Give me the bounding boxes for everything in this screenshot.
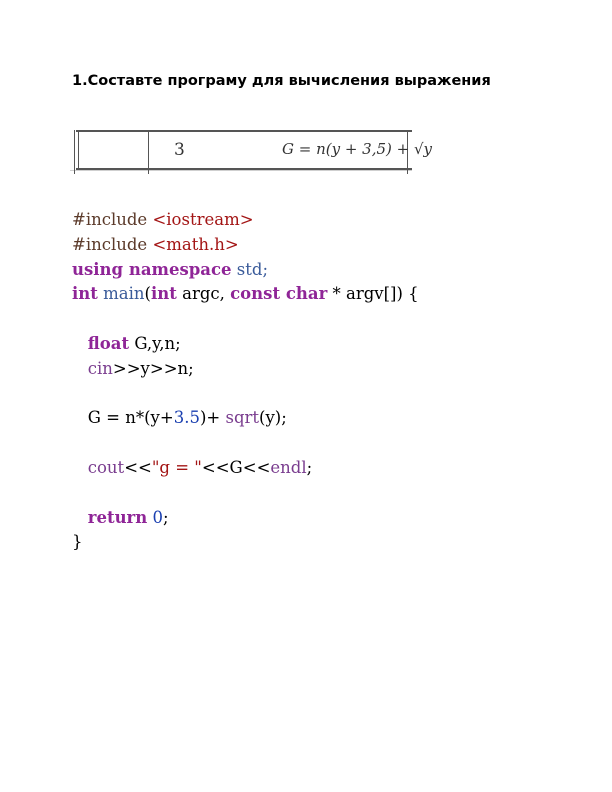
keyword: return <box>87 507 148 527</box>
code-line <box>72 233 419 258</box>
task-heading: 1.Составте програму для вычисления выражения <box>72 73 491 89</box>
table-left-inner-border <box>78 130 79 170</box>
stream-identifier: endl <box>270 457 307 477</box>
code-text: G,y,n; <box>129 333 181 353</box>
code-text: ( <box>144 284 151 304</box>
namespace-name: std; <box>231 259 269 279</box>
function-name: main <box>97 284 145 304</box>
function-name: sqrt <box>225 408 260 428</box>
numeric-literal: 0 <box>152 507 163 527</box>
table-top-border <box>76 130 412 132</box>
code-line <box>72 357 419 382</box>
code-line <box>72 406 419 431</box>
closing-brace: } <box>72 532 83 552</box>
numeric-literal: 3.5 <box>173 408 200 428</box>
code-text: << <box>124 457 152 477</box>
keyword: int <box>72 284 98 304</box>
header-name: <math.h> <box>152 234 239 254</box>
header-name: <iostream> <box>152 210 254 229</box>
code-line <box>72 506 419 531</box>
code-line <box>72 332 419 357</box>
code-text: >>y>>n; <box>112 358 194 378</box>
variant-number: 3 <box>174 140 185 160</box>
code-text: ; <box>306 457 313 477</box>
code-line <box>72 456 419 481</box>
code-blank-line <box>72 382 419 407</box>
keyword: float <box>87 333 130 353</box>
code-block <box>72 208 419 555</box>
code-text: ; <box>163 507 169 527</box>
code-text: (y); <box>259 408 287 428</box>
code-line <box>72 208 419 233</box>
string-literal: "g = " <box>151 457 202 477</box>
code-text: G = n*(y+ <box>87 408 174 428</box>
formula-text: G = n(y + 3,5) + √y <box>282 140 433 158</box>
table-left-border <box>74 130 75 174</box>
table-lower-rule <box>70 170 412 171</box>
keyword: const char <box>230 284 328 304</box>
code-text: <<G<< <box>201 457 271 477</box>
code-line <box>72 258 419 283</box>
code-line <box>72 282 419 307</box>
code-blank-line <box>72 307 419 332</box>
stream-identifier: cin <box>87 358 113 378</box>
stream-identifier: cout <box>87 457 125 477</box>
keyword: int <box>150 284 177 304</box>
preprocessor-directive: #include <box>72 210 153 229</box>
keyword: using namespace <box>72 259 232 279</box>
code-line <box>72 530 419 555</box>
formula-table-image <box>70 130 433 174</box>
preprocessor-directive: #include <box>72 234 153 254</box>
code-blank-line <box>72 481 419 506</box>
code-text: * argv[]) { <box>327 284 419 304</box>
code-text: argc, <box>176 284 231 304</box>
code-text: )+ <box>199 408 226 428</box>
code-blank-line <box>72 431 419 456</box>
table-column-divider <box>148 130 149 174</box>
